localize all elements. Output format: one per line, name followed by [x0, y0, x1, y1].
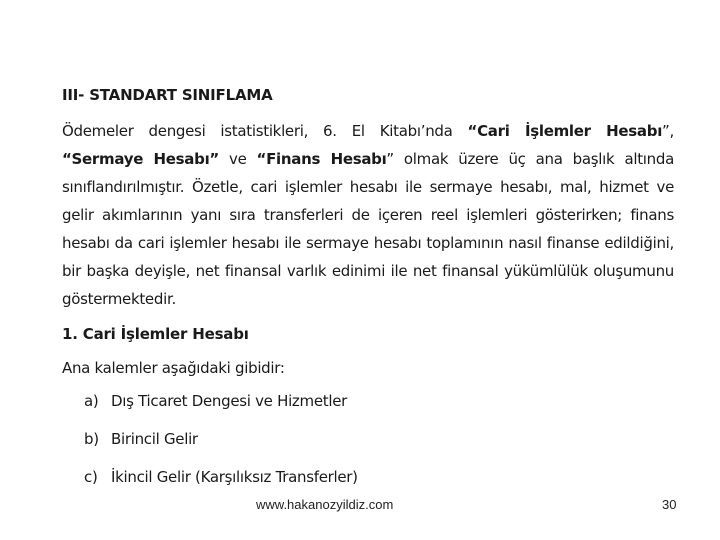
paragraph-text-1: Ödemeler dengesi istatistikleri, 6. El Kitabı’nda	[62, 122, 468, 140]
items-list	[62, 391, 674, 505]
list-marker: c)	[84, 468, 98, 486]
list-item	[84, 391, 674, 429]
paragraph-text-3: ve	[218, 150, 257, 168]
list-item	[84, 429, 674, 467]
list-item-text: Dış Ticaret Dengesi ve Hizmetler	[111, 392, 347, 410]
bold-term-cari: “Cari İşlemler Hesabı	[467, 122, 663, 140]
slide-content	[62, 86, 674, 505]
page-heading: III- STANDART SINIFLAMA	[62, 86, 273, 104]
intro-text: Ana kalemler aşağıdaki gibidir:	[62, 359, 285, 377]
page-number: 30	[662, 497, 677, 512]
bold-term-finans: “Finans Hesabı	[256, 150, 387, 168]
bold-term-sermaye: “Sermaye Hesabı”	[62, 150, 219, 168]
footer-url: www.hakanozyildiz.com	[256, 497, 394, 512]
section-title: 1. Cari İşlemler Hesabı	[62, 325, 249, 343]
list-item-text: Birincil Gelir	[111, 430, 198, 448]
list-item-text: İkincil Gelir (Karşılıksız Transferler)	[111, 468, 358, 486]
list-marker: a)	[84, 392, 99, 410]
paragraph-text-4: ” olmak üzere üç ana başlık altında sınıflandırılmıştır. Özetle, cari işlemler hesabı ile sermaye hesabı, mal, hizmet ve gelir akımlarının yanı sıra transferleri de içeren reel işlemleri gösterirken; finans hesabı da cari işlemler hesabı ile sermaye hesabı toplamının nasıl finanse edildiğini, bir başka deyişle, net finansal varlık edinimi ile net finansal yükümlülük oluşumunu göstermektedir.	[62, 150, 674, 308]
body-paragraph	[62, 117, 674, 313]
list-marker: b)	[84, 430, 99, 448]
paragraph-text-2: ”,	[662, 122, 674, 140]
